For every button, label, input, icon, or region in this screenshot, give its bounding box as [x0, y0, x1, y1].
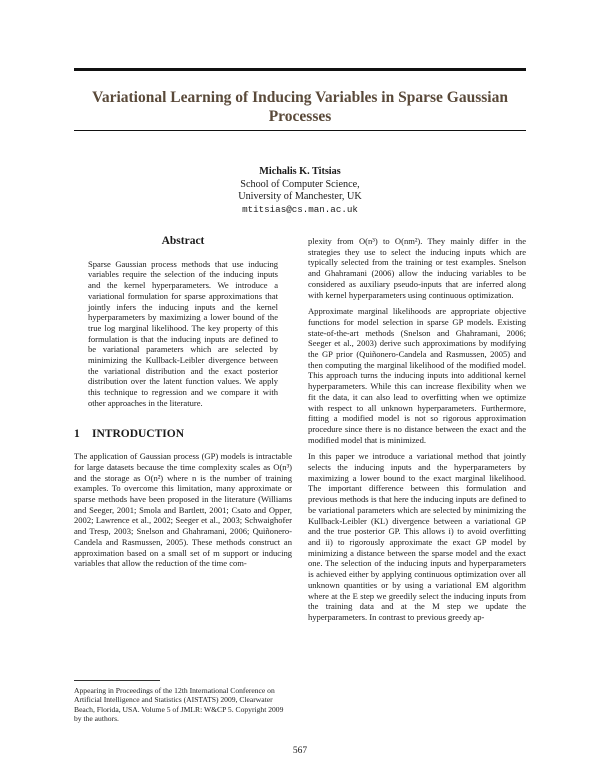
author-affiliation-1: School of Computer Science, — [240, 178, 360, 190]
title-top-rule — [74, 68, 526, 71]
right-column — [308, 236, 526, 629]
section-heading-introduction — [74, 429, 292, 440]
author-email: mtitsias@cs.man.ac.uk — [242, 203, 358, 215]
abstract-body: Sparse Gaussian process methods that use inducing variables require the selection of the inducing inputs and the kernel hyperparameters. We introduce a variational formulation for sparse approximations that jointly infers the inducing inputs and the kernel hyperparameters by maximizing a lower bound of the true log marginal likelihood. The key property of this formulation is that the inducing inputs are defined to be variational parameters which are selected by minimizing the Kullback-Leibler divergence between the variational distribution and the exact posterior distribution over the latent function values. We apply this technique to regression and we compare it with other approaches in the literature. — [88, 258, 278, 408]
intro-paragraph-1-continued: plexity from O(n³) to O(nm²). They mainly differ in the strategies they use to select the inducing inputs which are typically selected from the training or test examples. Snelson and Ghahramani (2006) allow the inducing variables to be considered as auxiliary pseudo-inputs that are inferred along with kernel hyperparameters using continuous optimization. — [308, 236, 526, 300]
author-block — [74, 166, 526, 216]
intro-paragraph-3: In this paper we introduce a variational method that jointly selects the inducing inputs and the hyperparameters by maximizing a lower bound to the exact marginal likelihood. The important difference between this formulation and previous methods is that here the inducing inputs are defined to be variational parameters which are selected by minimizing the Kullback-Leibler (KL) divergence between a variational GP and the true posterior GP. This allows i) to avoid overfitting and ii) to rigorously approximate the exact GP model by minimizing a distance between the sparse model and the exact one. The selection of the inducing inputs and hyperparameters is achieved either by applying continuous optimization over all unknown quantities or by using a variational EM algorithm where at the E step we greedily select the inducing inputs from the training data and at the M step we update the hyperparameters. In contrast to previous greedy ap- — [308, 451, 526, 622]
paper-title: Variational Learning of Inducing Variables in Sparse Gaussian Processes — [92, 89, 508, 125]
footnote-rule — [74, 680, 160, 681]
intro-paragraph-2: Approximate marginal likelihoods are appropriate objective functions for model selection in sparse GP models. Existing state-of-the-art methods (Snelson and Ghahramani, 2006; Seeger et al., 2003) derive such approximations by modifying the GP prior (Quiñonero-Candela and Rasmussen, 2005) and then computing the marginal likelihood of the modified model. This approach turns the inducing inputs into additional kernel hyperparameters. While this can increase flexibility when we fit the data, it can also lead to overfitting when we optimize with respect to all unknown hyperparameters. Furthermore, fitting a modified model is not so rigorous approximation procedure since there is no distance between the exact and the modified model that is minimized. — [308, 306, 526, 445]
author-affiliation-2: University of Manchester, UK — [238, 191, 362, 203]
section-number: 1 — [74, 427, 80, 440]
author-name: Michalis K. Titsias — [259, 166, 341, 177]
abstract-heading: Abstract — [161, 235, 205, 247]
footnote: Appearing in Proceedings of the 12th International Conference on Artificial Intelligence and Statistics (AISTATS) 2009, Clearwater Beach, Florida, USA. Volume 5 of JMLR: W&CP 5. Copyright 2009 by the authors. — [74, 686, 284, 723]
title-bottom-rule — [74, 130, 526, 131]
intro-paragraph-1: The application of Gaussian process (GP) models is intractable for large datasets because the time complexity scales as O(n³) and the storage as O(n²) where n is the number of training examples. To overcome this limitation, many approximate or sparse methods have been proposed in the literature (Williams and Seeger, 2001; Smola and Bartlett, 2001; Csato and Opper, 2002; Lawrence et al., 2002; Seeger et al., 2003; Schwaighofer and Tresp, 2003; Snelson and Ghahramani, 2006; Quiñonero-Candela and Rasmussen, 2005). These methods construct an approximation based on a small set of m support or inducing variables that allow the reduction of the time com- — [74, 451, 292, 569]
left-column — [74, 236, 292, 575]
page-number: 567 — [292, 746, 308, 756]
section-title: INTRODUCTION — [92, 427, 185, 440]
